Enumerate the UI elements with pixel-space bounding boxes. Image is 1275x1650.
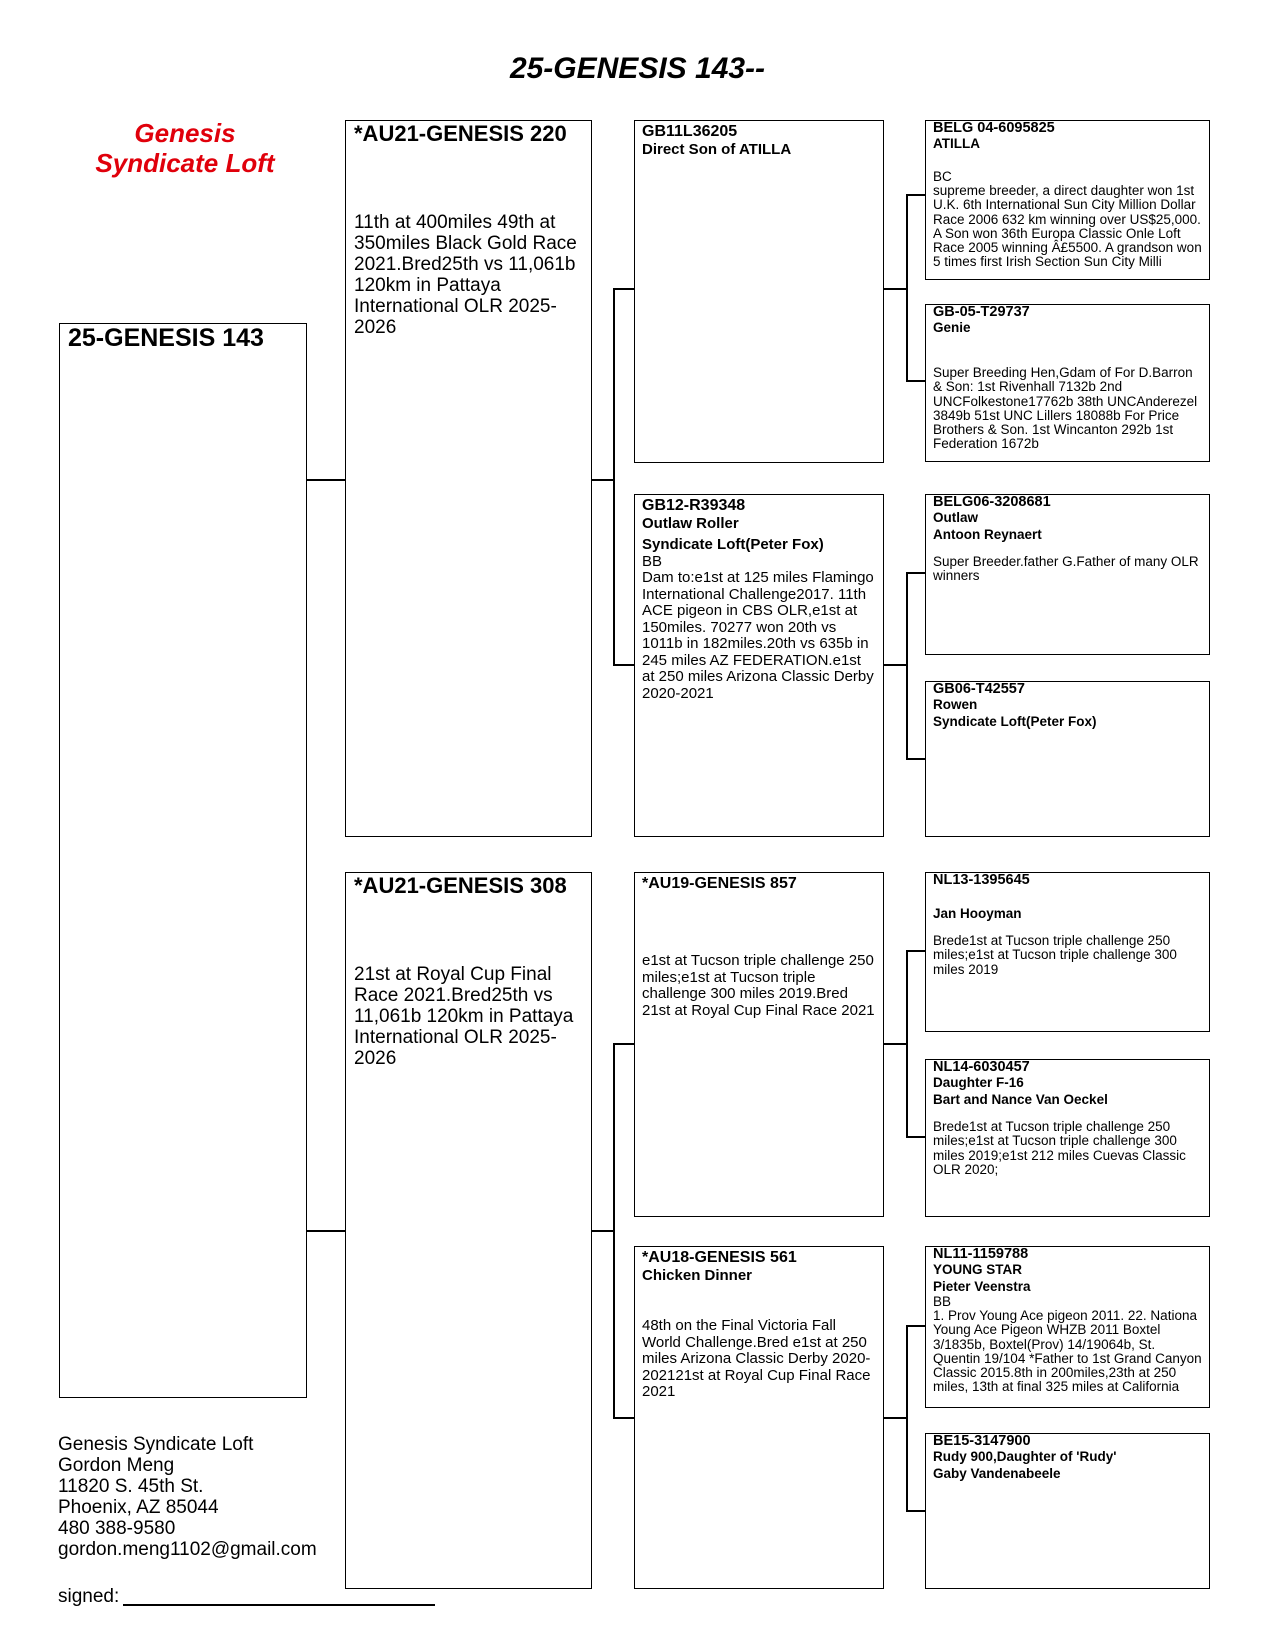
ssd-note: Super Breeding Hen,Gdam of For D.Barron & Son: 1st Rivenhall 7132b 2nd UNCFolkestone17762b 38th UNCAnderezel 3849b 51st UNC Lillers 18088b For Price Brothers & Son. 1st Wincanton 292b 1st Federation 1672b <box>933 365 1198 452</box>
dds-color: BB <box>933 1294 952 1309</box>
sire-dam-ring: GB12-R39348 <box>642 497 746 514</box>
page-title: 25-GENESIS 143-- <box>509 52 766 85</box>
dss-ring: NL13-1395645 <box>933 872 1030 888</box>
sss-note: supreme breeder, a direct daughter won 1st U.K. 6th International Sun City Million Dollar Race 2006 632 km winning over US$25,000. A Son won 36th Europa Classic Onle Loft Race 2005 winning Â£5500. A grandson won 5 times first Irish Section Sun City Milli <box>933 183 1202 270</box>
sds-box <box>925 494 1210 655</box>
ssd-box <box>925 304 1210 462</box>
sire-dam-breeder: Syndicate Loft(Peter Fox) <box>642 536 824 553</box>
sire-ring: *AU21-GENESIS 220 <box>354 121 567 146</box>
sire-sire-ring: GB11L36205 <box>642 123 738 140</box>
connector-line <box>613 1417 634 1419</box>
owner-name: Gordon Meng <box>58 1455 175 1476</box>
connector-line <box>906 950 908 1138</box>
sds-ring: BELG06-3208681 <box>933 494 1051 510</box>
sire-dam-box <box>634 494 884 837</box>
connector-line <box>906 1325 908 1512</box>
dsd-box <box>925 1059 1210 1217</box>
owner-info <box>58 1434 317 1560</box>
owner-city: Phoenix, AZ 85044 <box>58 1497 219 1518</box>
dsd-breeder: Bart and Nance Van Oeckel <box>933 1092 1108 1107</box>
sire-dam-name: Outlaw Roller <box>642 515 739 532</box>
loft-name <box>60 118 310 178</box>
owner-email: gordon.meng1102@gmail.com <box>58 1539 317 1560</box>
connector-line <box>906 572 908 760</box>
dsd-ring: NL14-6030457 <box>933 1059 1030 1075</box>
dsd-note: Brede1st at Tucson triple challenge 250 miles;e1st at Tucson triple challenge 300 miles 2019;e1st 212 miles Cuevas Classic OLR 2020; <box>933 1119 1186 1177</box>
dds-breeder: Pieter Veenstra <box>933 1279 1031 1294</box>
connector-line <box>592 1230 614 1232</box>
dss-box <box>925 872 1210 1032</box>
sss-box <box>925 120 1210 280</box>
sdd-ring: GB06-T42557 <box>933 681 1025 697</box>
connector-line <box>307 1230 345 1232</box>
sss-name: ATILLA <box>933 136 980 151</box>
ssd-name: Genie <box>933 320 971 335</box>
connector-line <box>613 288 634 290</box>
dam-sire-note: e1st at Tucson triple challenge 250 miles;e1st at Tucson triple challenge 300 miles 2019.Bred 21st at Royal Cup Final Race 2021 <box>642 952 875 1019</box>
dam-dam-ring: *AU18-GENESIS 561 <box>642 1249 797 1266</box>
connector-line <box>884 1417 906 1419</box>
ddd-name: Rudy 900,Daughter of 'Rudy' <box>933 1449 1117 1464</box>
dds-note: 1. Prov Young Ace pigeon 2011. 22. Nationa Young Ace Pigeon WHZB 2011 Boxtel 3/1835b, Boxtel(Prov) 14/19064b, St. Quentin 19/104 *Father to 1st Grand Canyon Classic 2015.8th in 200miles,23th at 250 miles, 13th at final 325 miles at California <box>933 1308 1202 1395</box>
connector-line <box>307 479 345 481</box>
loft-name-line-2: Syndicate Loft <box>95 148 275 178</box>
sire-sire-name: Direct Son of ATILLA <box>642 141 792 158</box>
dds-ring: NL11-1159788 <box>933 1246 1029 1262</box>
connector-line <box>906 950 925 952</box>
sdd-box <box>925 681 1210 837</box>
owner-street: 11820 S. 45th St. <box>58 1476 204 1497</box>
connector-line <box>592 479 614 481</box>
dam-dam-box <box>634 1246 884 1589</box>
dam-sire-box <box>634 872 884 1217</box>
connector-line <box>884 288 906 290</box>
dam-note: 21st at Royal Cup Final Race 2021.Bred25th vs 11,061b 120km in Pattaya International OLR 2025-2026 <box>354 964 574 1069</box>
sire-note: 11th at 400miles 49th at 350miles Black Gold Race 2021.Bred25th vs 11,061b 120km in Pattaya International OLR 2025-2026 <box>354 212 577 338</box>
dsd-name: Daughter F-16 <box>933 1075 1024 1090</box>
connector-line <box>906 1510 925 1512</box>
signed-label: signed: <box>58 1586 120 1607</box>
dam-box <box>345 872 592 1589</box>
connector-line <box>906 1325 925 1327</box>
dam-dam-name: Chicken Dinner <box>642 1267 753 1284</box>
dam-dam-note: 48th on the Final Victoria Fall World Challenge.Bred e1st at 250 miles Arizona Classic Derby 2020-202121st at Royal Cup Final Race 2021 <box>642 1317 871 1400</box>
sds-note: Super Breeder.father G.Father of many OLR winners <box>933 554 1199 584</box>
dss-breeder: Jan Hooyman <box>933 906 1022 921</box>
ddd-ring: BE15-3147900 <box>933 1433 1031 1449</box>
connector-line <box>613 1043 634 1045</box>
sire-box <box>345 120 592 837</box>
dam-sire-ring: *AU19-GENESIS 857 <box>642 875 797 892</box>
connector-line <box>906 572 925 574</box>
connector-line <box>906 1136 925 1138</box>
sss-ring: BELG 04-6095825 <box>933 120 1055 136</box>
owner-phone: 480 388-9580 <box>58 1518 176 1539</box>
dam-ring: *AU21-GENESIS 308 <box>354 873 567 898</box>
sds-name: Outlaw <box>933 510 979 525</box>
subject-ring: 25-GENESIS 143 <box>68 324 264 352</box>
signature-line <box>123 1604 435 1606</box>
sdd-name: Rowen <box>933 697 978 712</box>
connector-line <box>884 1043 906 1045</box>
connector-line <box>906 758 925 760</box>
dds-name: YOUNG STAR <box>933 1262 1023 1277</box>
sdd-breeder: Syndicate Loft(Peter Fox) <box>933 714 1097 729</box>
connector-line <box>906 380 925 382</box>
owner-loft: Genesis Syndicate Loft <box>58 1434 254 1455</box>
ddd-breeder: Gaby Vandenabeele <box>933 1466 1061 1481</box>
connector-line <box>906 194 908 382</box>
ssd-ring: GB-05-T29737 <box>933 304 1030 320</box>
sss-color: BC <box>933 169 952 184</box>
subject-box <box>59 323 307 1398</box>
sire-sire-box <box>634 120 884 463</box>
dss-note: Brede1st at Tucson triple challenge 250 miles;e1st at Tucson triple challenge 300 miles 2019 <box>933 933 1177 977</box>
sire-dam-note: Dam to:e1st at 125 miles Flamingo International Challenge2017. 11th ACE pigeon in CBS OLR,e1st at 150miles. 70277 won 20th vs 1011b in 182miles.20th vs 635b in 245 miles AZ FEDERATION.e1st at 250 miles Arizona Classic Derby 2020-2021 <box>642 569 874 702</box>
sds-breeder: Antoon Reynaert <box>933 527 1042 542</box>
connector-line <box>613 664 634 666</box>
loft-name-line-1: Genesis <box>134 118 236 148</box>
connector-line <box>613 288 615 666</box>
sire-dam-color: BB <box>642 553 663 570</box>
dds-box <box>925 1246 1210 1408</box>
connector-line <box>884 664 906 666</box>
connector-line <box>906 194 925 196</box>
ddd-box <box>925 1433 1210 1589</box>
connector-line <box>613 1043 615 1419</box>
